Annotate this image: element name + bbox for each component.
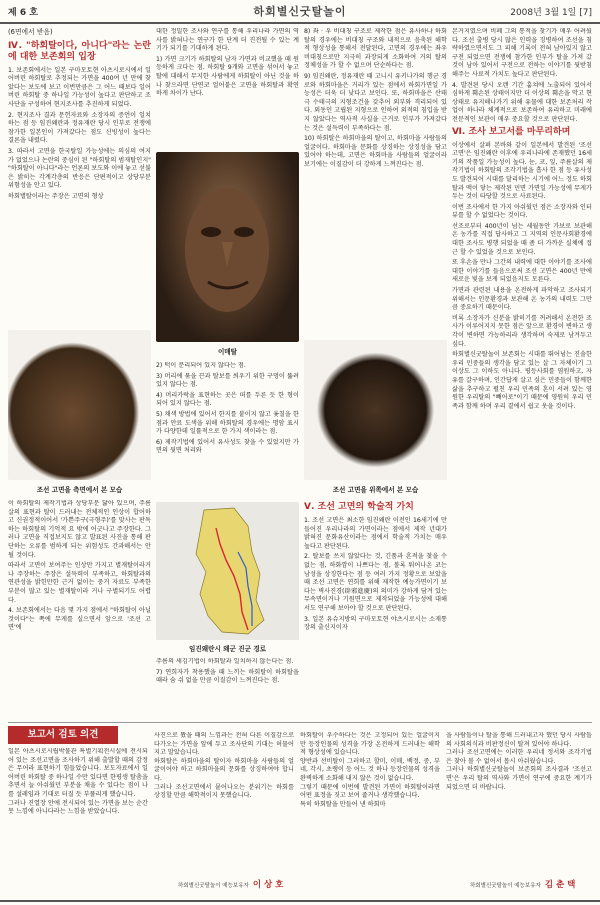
paragraph: 10) 하회탈은 하회마을의 탈이고, 하회마을 사람들의 얼굴이다. 하회마을 문화를 상징하는 상징성을 담고 있어야 하는데, 고면은 하회마을 사람들의 얼굴이라 보기에는 이질감이 더 강하게 느껴진다는 점. bbox=[304, 135, 447, 168]
paragraph: 본거지였으며 비폐 그의 통적을 찾기가 매우 어려웠다. 조선 출병 당시 많은 인력을 징병하여 조선을 침략하였으면서도 그 피해 기록이 전혀 남아있지 않고 구전 되었으면 전쟁에 참가한 인부가 탈을 가져 갔 것이 남아 있어서 구전으로 전하는 이야기를 뒷받침해주는 사료적 가치도 높다고 판단된다. bbox=[452, 28, 592, 78]
paragraph: 하회별탈이라는 주장은 고면의 형상 bbox=[8, 192, 104, 200]
signature-1 bbox=[178, 878, 283, 890]
mask-illustration bbox=[156, 152, 299, 342]
page-bottom-rule bbox=[0, 900, 600, 902]
article-column-4 bbox=[452, 28, 592, 718]
article-column-2b bbox=[156, 362, 299, 500]
paragraph: 4. 보존회에서는 다음 몇 가지 점에서 "하회탈이 아닐 것이다"는 쪽에 무게를 실으면서 앞으로 '조선 고면'에 bbox=[8, 607, 151, 632]
section-5-title: Ⅴ. 조선 고면의 학술적 가치 bbox=[304, 502, 414, 512]
review-column-1: 일본 아츠시로시립박물관 특별기획전시실에 전시되어 있는 조선고면을 조사하기 위해 출발할 때의 감정은 무어라 표현하기 힘들었습니다. 보도자료에서 일어버린 하회탈 중 하나일 수만 있다면 한평생 탈춤을 추면서 늘 아쉬웠던 부분을 채울 수 있다는 점이 나를 설레임과 기대로 터질 듯 부풀리게 했습니다. 그러나 진열장 안에 전시되어 있는 가면을 보는 순간 못 느낌에 아니다라는 느낌을 받았습니다. bbox=[8, 748, 148, 816]
signature-org: 하회별신굿탈놀이 예능보유자 bbox=[178, 883, 249, 889]
photo-caption: 조선 고면을 측면에서 본 모습 bbox=[36, 486, 123, 494]
invasion-route-map bbox=[156, 502, 299, 640]
paragraph: 1. 조선 고면은 최소한 임진왜란 이전인 16세기에 만들어진 우리나라의 가면이라는 점에서 제작 년대가 밝혀진 문화유산이라는 점에서 학술적 가치는 매우 높다고 판단된다. bbox=[304, 517, 447, 550]
paragraph: 대한 정밀한 조사와 연구를 통해 우리나라 가면의 역사를 밝혀나는 연구가 한 단계 더 진전될 수 있는 계기가 되기를 기대하게 된다. bbox=[156, 28, 299, 53]
article-column-1 bbox=[8, 28, 151, 328]
paragraph: 이상에서 살펴 본바와 같이 일본에서 발견된 '조선 고면'은 임진왜란 이후에 우리나라에 존재했던 16세기의 작품일 가능성이 높다. 눈, 코, 잎, 주름살의 제작기법이 하회탈의 조각기법을 흡사 한 점 등 유사성도 발견되어 시대를 달리하는 시기에 어느 정도 하회탈과 맥이 닿는 제작된 민면 가면일 가능성에 무게가 두는 것이 타당할 것으로 사료된다. bbox=[452, 141, 592, 201]
mask-top-photo bbox=[304, 340, 447, 480]
mask-side-photo bbox=[8, 330, 151, 480]
paragraph: 3. 일본 유슈지방의 구마모토현 야츠시로시는 소재통장의 출신지이자 bbox=[304, 615, 447, 632]
paragraph: 따라서 고면이 보여주는 인상만 가지고 별재탈이라거나 주장하는 주장은 설득력이 부족하고, 하회탈과의 연관성을 밝힌만한 근거 없이는 중거 자료도 부족한 부분이 많고 있는 별재탈이라 거나 구별되기도 어렵다. bbox=[8, 562, 151, 604]
signature-org: 하회별신굿탈놀이 예능보유자 bbox=[470, 883, 541, 889]
paragraph: 또 후손을 만나 그간의 내력에 대한 이야기를 조사에 대한 이야기를 들음으로써 조선 고면은 400년 만에 새로운 빛을 보게 되었음지도 모른다. bbox=[452, 259, 592, 284]
list-item: 6) 제작기법에 있어서 유사성도 찾을 수 있었지만 가면의 뒷면 처리와 bbox=[156, 438, 299, 455]
paragraph: 4. 발견된 당시 오랜 기간 훔쳐에 노출되어 있어서 심하게 훼손된 상태이지만 더 이상의 훼손을 막고 현 상태로 유지해나가기 위해 유물에 대한 보존처리 작업이 하나라 체계적으로 보존하여 유리하고 미래에 전문적인 보관이 매우 중요할 것으로 판단된다. bbox=[452, 81, 592, 123]
paragraph: 1) 가면 크기가 하회탈의 남자 가면과 비교했을 때 원등하게 크다는 점. 하회탈 9개와 고면을 섞어서 놓고 탈에 대해서 무지한 사람에게 하회탈이 아닌 것을 하나 찾으라면 단연코 얼어붙은 고면을 하회탈과 확연하게 차이가 난다. bbox=[156, 55, 299, 98]
article-column-3 bbox=[304, 28, 447, 340]
list-item: 4) 머리카락을 표현하는 곳은 떠를 두른 듯 한 형이 되어 있지 않다는 점. bbox=[156, 391, 299, 408]
photo-caption: 조선 고면을 위쪽에서 본 모습 bbox=[332, 486, 419, 494]
paragraph: 3. 따라서 고면을 한국탈일 가능성에는 의심의 여지가 없었으나 논란의 중심이 된 "하회탈의 범재탈인지" "하회탈이 아니다"라는 언론의 보도와 이에 놓고 섣불은 밝히는 각계각층의 반응은 단편적이고 상당부분 위험성을 안고 있다. bbox=[8, 147, 151, 190]
paragraph: 2. 현지조사 결과 문헌자료와 소장자의 증언이 일치하는 점 등 임진왜란과 정유재란 당시 인부로 전쟁에 참가한 일본인이 가져갔다는 점도 신빙성이 높다는 결론을 내렸다. bbox=[8, 111, 151, 145]
review-section-title: 보고서 검토 의견 bbox=[8, 726, 118, 744]
signature-name: 이 상 호 bbox=[252, 880, 284, 890]
review-column-2: 사진으로 봤을 때의 느낌과는 전혀 다른 이질감으로 다가오는 가면을 앞에 두고 조사단의 기대는 허물어지고 말았습니다. 하회탈은 하회마을의 탈이자 하회마을 사람들의 얼굴이어야 하고 하회마을의 문화를 상징하여야 합니다. 그러나 조선고면에서 뭍어나오는 분위기는 하회를 상징할 만큼 해학적이지 못했습니다. bbox=[154, 732, 294, 800]
issue-date: 2008년 3월 1일 [7] bbox=[510, 8, 592, 18]
article-column-1b bbox=[8, 500, 151, 718]
article-column-2c bbox=[156, 658, 299, 718]
signature-2 bbox=[470, 878, 575, 890]
section-6-title: Ⅵ. 조사 보고서를 마무리하며 bbox=[452, 126, 571, 137]
paragraph: 8) 좌 · 우 비대칭 구조로 제작한 점은 유사하나 하회탈의 경우에는 비대칭 구조와 내적으로 음축된 해학적 형상성을 통해서 전달된다, 고면의 경우에는 좌우 비대칭으로만 지극히 과장되게 소화하여 거의 탈의 정체성을 가 할 수 없으며 단순하다는 점. bbox=[304, 28, 447, 70]
section-divider bbox=[8, 722, 592, 723]
paragraph: 하회별신굿탈놀이 보존회는 시대를 뛰어넘는 진솔한 우리 민중들의 생각을 담고 있는 살 그 자체이기 그 이상도 그 이하도 아니다. 평등사회를 염원하고, 자유를 갈구하며, 인간답게 살고 싶은 민중들이 함께한 삶을 추구하고 펼친 우리 민족의 혼이 서려 있는 영원한 우리탈의 "빼어로"이기 때문에 영원히 우리 민족과 함께 하며 우리 곁에서 쉽고 웃을 것이다. bbox=[452, 351, 592, 410]
paragraph: 2. 탈보를 쓰지 않았다는 것, 긴품과 흔적을 찾을 수 없는 점, 하화깜이 나쁘다는 점, 볼록 튀어나온 코는 남성을 상징한다는 점 등 여러 가지 정황으로 보았을 때 조선 고면은 연희를 위해 제작한 예능가면이기 보다는 벽사진경(辟邪進慶)의 의미가 강하게 담겨 있는 무속면이거나 기원면으로 제작되었을 가능성에 대해서도 연구해 보아야 할 것으로 판단된다. bbox=[304, 553, 447, 612]
review-column-4: 을 사람들이나 탈을 통해 드러내고자 했던 당시 사람들의 사회의식과 비판정신이 탈져 있어야 하나다. 그러나 조선고면에는 이러한 우리네 정서와 조각기법은 찾아 볼 수 없어서 몹시 아쉬웠습니다. 그러나 하회별신굿탈놀이 보존회의 조사결과 '조선고면'은 우리 탈의 역사와 가면이 연구에 중요한 계기가 되었으면 더 바랍니다. bbox=[446, 732, 592, 791]
signature-name: 김 춘 택 bbox=[544, 880, 576, 890]
map-caption: 임진왜란시 왜군 진군 경로 bbox=[189, 645, 266, 653]
paragraph: 비록 소장자가 신분을 밝히기를 꺼려해서 온전한 조사가 이루어지지 못한 점은 앞으로 환경이 변하고 생각이 변하면 가능하리라 생각하며 숙제로 남겨두고 싶다. bbox=[452, 314, 592, 348]
paragraph: 선조로부터 400년이 넘는 세월동안 가보로 보관해 온 농가를 직접 답사하고 그 지역의 인문사회환경에 대한 조사도 병행 되었을 때 좀 더 가까운 실체에 접근 할 수 있었을 것으로 보인다. bbox=[452, 222, 592, 256]
article-column-2 bbox=[156, 28, 299, 148]
list-item: 2) 턱이 분리되어 있지 않다는 점. bbox=[156, 362, 246, 369]
korea-map-illustration bbox=[156, 502, 299, 640]
page-number: 제 6 호 bbox=[8, 8, 38, 18]
paragraph: 주름의 새김기법이 하회탈과 일치하지 않는다는 점. bbox=[156, 658, 294, 665]
newspaper-title: 하회별신굿탈놀이 bbox=[253, 5, 347, 18]
article-column-3b bbox=[304, 500, 447, 718]
list-item: 5) 채색 방법에 있어서 한지를 붙이지 않고 옻칠을 한 점과 안료 도색을 위해 하회탈의 경우에는 명암 표시가 다양한데 일률적으로 한 가지 색이라는 점. bbox=[156, 410, 299, 436]
continued-note: (6면에서 받음) bbox=[8, 28, 53, 36]
review-column-3: 하회탈이 우수하다는 것은 고정되어 있는 얼굴이지만 등장인물의 성격을 가장 온전하게 드러내는 해학적 형상성에 있습니다. 양반과 선비탈이 그러하고 할미, 이매, 백정, 중, 부네, 각시, 초랭이 등 어느 것 하나 등장인물의 성격을 완벽하게 소화해 내지 않은 것이 없습니다. 그렇기 때문에 이번에 발견된 가면이 하회탈이라면 어떤 표정을 짓고 보여 줍거나 생각했습니다. 특히 하회탈을 만들어 낸 하회마 bbox=[300, 732, 440, 808]
paragraph: 7) 연희자가 착용했을 때 느끼는 하회탈이 하회탈을 때라 숨 쉬 없을 만큼 이질감이 느껴진다는 점. bbox=[156, 668, 299, 685]
paragraph: 이번 조사에서 한 가지 아쉬웠던 점은 소장자와 인터뷰를 할 수 없었다는 것이다. bbox=[452, 203, 592, 220]
page-header bbox=[0, 0, 600, 24]
paragraph: 이 하회탈의 제작기법과 상당부분 닮아 있으며, 주름살의 표현과 탈이 드러내는 전체적인 인상이 합어하고 신권정적이어서 '가쁜주구(극형주)'를 맞사는 판독하는 하회탈의 기억적 요 밖에 어긋나고 주장한다. 그러나 고면을 직접보지도 않고 발표된 사진을 통해 판단하는 오류를 범하게 되는 위험성도 간과해서는 안 될 것이다. bbox=[8, 500, 151, 559]
list-item: 3) 머리에 묶을 끈과 탈보를 씌우기 위한 구멍이 뚫려 있지 않다는 점. bbox=[156, 372, 299, 389]
imae-mask-photo bbox=[156, 152, 299, 342]
paragraph: 가면과 관련된 내용을 온전하게 파악하고 조사되기 위해서는 인문환경과 보관해 온 농가의 내력도 그만큼 중요하기 때문이다. bbox=[452, 287, 592, 312]
photo-caption: 이매탈 bbox=[217, 348, 238, 356]
section-4-title: Ⅳ. "하회탈이다, 아니다"라는 논란에 대한 보존회의 입장 bbox=[8, 40, 151, 62]
paragraph: 1. 보존회에서는 일본 구마모토현 아츠시로시에서 일어버린 하회탈로 추정되는 가면을 400여 년 만에 찾았다는 보도에 보고 이번만큼은 그 어느 때보다 일어버린 하회탈 중 하나일 가능성이 높다고 판단하고 조사단을 구성하여 현지조사를 추진하게 되었다. bbox=[8, 66, 151, 108]
paragraph: 9) 임진왜란, 정유재란 때 고니시 유키나가의 행군 경로와 하회마을은 거리가 있는 점에서 하회가면일 가능성은 더욱 더 낮다고 보인다. 또, 하회마을은 산태극 수태극의 지형조건을 갖추어 외부와 격리되어 있다. 외동인 고립된 지형으로 인하여 외적의 침입을 받지 않았다는 역사적 사실을 근거로 인부가 가져갔다는 것은 설득력이 부족하다는 점. bbox=[304, 72, 447, 132]
